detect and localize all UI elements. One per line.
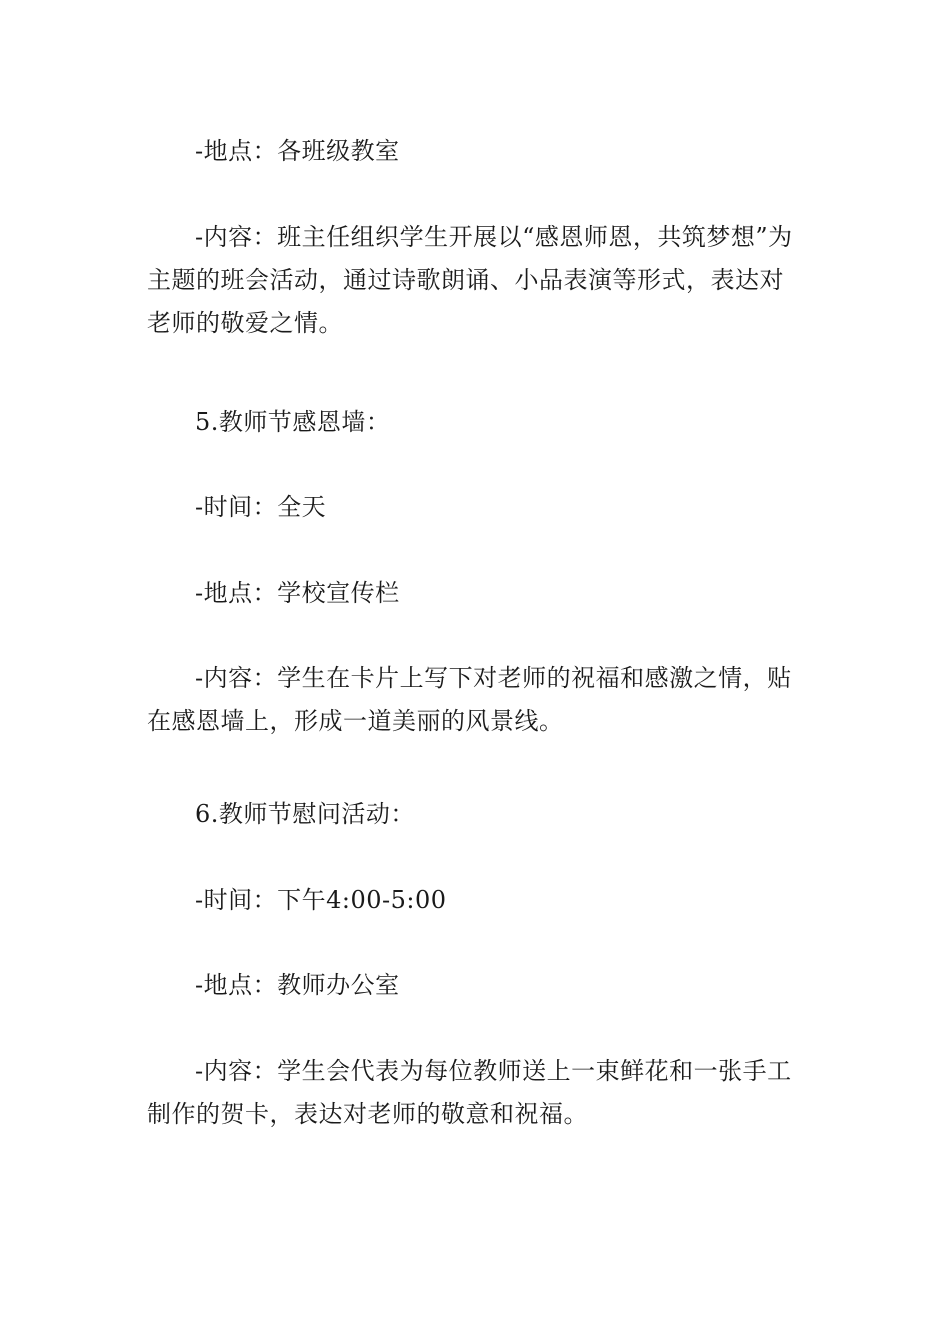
location-classroom-line: -地点：各班级教室 [195,137,400,165]
section-heading-gratitude-wall: 5.教师节感恩墙： [195,408,391,436]
time-all-day-line: -时间：全天 [195,493,327,521]
class-meeting-content-paragraph: -内容：班主任组织学生开展以“感恩师恩，共筑梦想”为主题的班会活动，通过诗歌朗诵、小品表演等形式，表达对老师的敬爱之情。 [147,223,793,337]
gratitude-wall-content-paragraph: -内容：学生在卡片上写下对老师的祝福和感激之情，贴在感恩墙上，形成一道美丽的风景线。 [147,664,792,735]
location-bulletin-board-line: -地点：学校宣传栏 [195,579,400,607]
section-heading-visit-activity: 6.教师节慰问活动： [195,800,415,828]
location-teacher-office-line: -地点：教师办公室 [195,971,400,999]
visit-content-paragraph: -内容：学生会代表为每位教师送上一束鲜花和一张手工制作的贺卡，表达对老师的敬意和祝福。 [147,1057,792,1128]
time-afternoon-line: -时间：下午4:00-5:00 [195,886,447,914]
